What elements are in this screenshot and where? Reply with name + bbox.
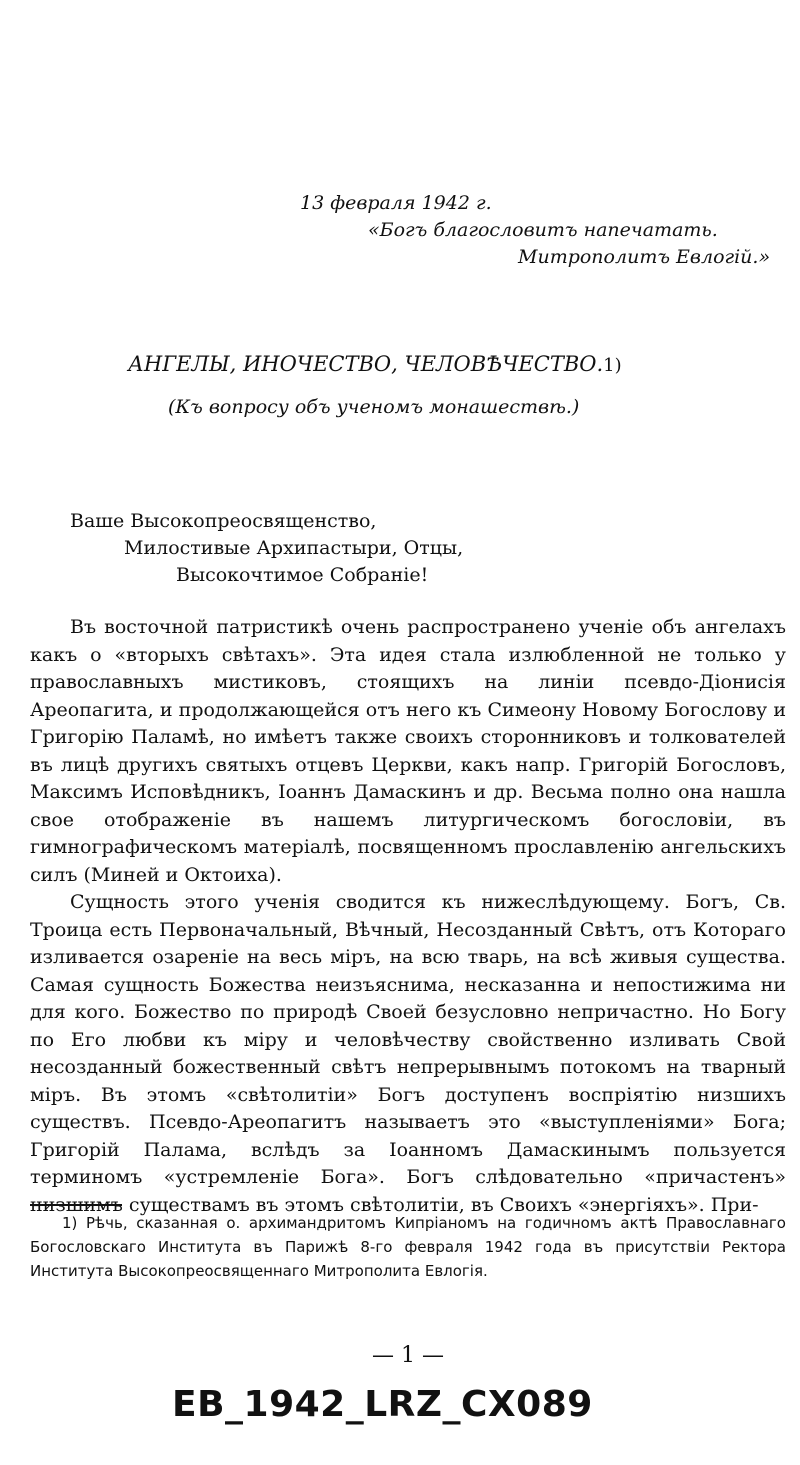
date-line: 13 февраля 1942 г. — [300, 192, 492, 214]
blessing-line: «Богъ благословитъ напечатать. — [368, 219, 718, 241]
address-line-1: Ваше Высокопреосвященство, — [70, 510, 377, 532]
title-text: АНГЕЛЫ, ИНОЧЕСТВО, ЧЕЛОВѢЧЕСТВО. — [128, 352, 604, 376]
body-text — [30, 614, 786, 1219]
footnote-divider — [30, 1204, 122, 1206]
signature-line: Митрополитъ Евлогій.» — [518, 246, 771, 268]
address-line-2: Милостивые Архипастыри, Отцы, — [124, 537, 464, 559]
footnote-marker: 1) — [603, 355, 622, 376]
page-number: — 1 — — [372, 1343, 444, 1368]
footnote-text: 1) Рѣчь, сказанная о. архимандритомъ Кипріаномъ на годичномъ актѣ Православнаго Богословскаго Института въ Парижѣ 8-го февраля 1942 года въ присутствіи Ректора Института Высокопреосвященнаго Митрополита Евлогія. — [30, 1214, 786, 1280]
paragraph-1: Въ восточной патристикѣ очень распространено ученіе объ ангелахъ какъ о «вторыхъ свѣтахъ». Эта идея стала излюбленной не только у православныхъ мистиковъ, стоящихъ на линіи псевдо-Діонисія Ареопагита, и продолжающейся отъ него къ Симеону Новому Богослову и Григорію Паламѣ, но имѣетъ также своихъ сторонниковъ и толкователей въ лицѣ другихъ святыхъ отцевъ Церкви, какъ напр. Григорій Богословъ, Максимъ Исповѣдникъ, Іоаннъ Дамаскинъ и др. Весьма полно она нашла свое отображеніе въ нашемъ литургическомъ богословіи, въ гимнографическомъ матеріалѣ, посвященномъ прославленію ангельскихъ силъ (Миней и Октоиха). — [30, 616, 786, 886]
archive-code: EB_1942_LRZ_CX089 — [172, 1384, 593, 1425]
address-line-3: Высокочтимое Собраніе! — [176, 564, 429, 586]
paragraph-2: Сущность этого ученія сводится къ нижеслѣдующему. Богъ, Св. Троица есть Первоначальный, Вѣчный, Несозданный Свѣтъ, отъ Котораго изливается озареніе на весь міръ, на всю тварь, на всѣ живыя существа. Самая сущность Божества неизъяснима, несказанна и непостижима ни для кого. Божество по природѣ Своей безусловно непричастно. Но Богу по Его любви къ міру и человѣчеству свойственно изливать Свой несозданный божественный свѣтъ непрерывнымъ потокомъ на тварный міръ. Въ этомъ «свѣтолитіи» Богъ доступенъ воспріятію низшихъ существъ. Псевдо-Ареопагитъ называетъ это «выступленіями» Бога; Григорій Палама, вслѣдъ за Іоанномъ Дамаскинымъ пользуется терминомъ «устремленіе Бога». Богъ слѣдовательно «причастенъ» низшимъ существамъ въ этомъ свѣтолитіи, въ Своихъ «энергіяхъ». При- — [30, 891, 786, 1216]
article-title — [128, 352, 622, 376]
article-subtitle: (Къ вопросу объ ученомъ монашествѣ.) — [168, 396, 580, 418]
